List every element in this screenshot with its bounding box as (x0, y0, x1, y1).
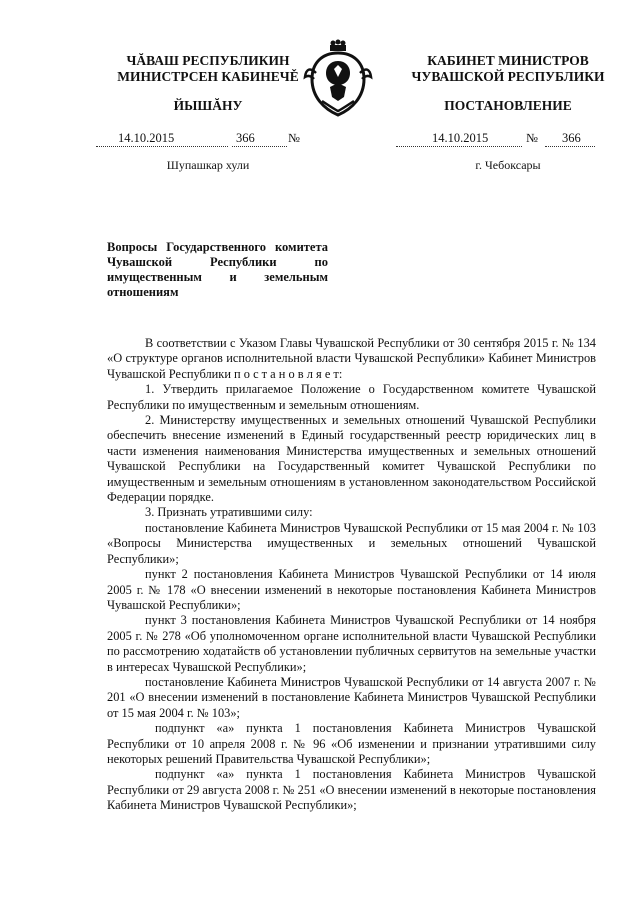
body-item-3: 3. Признать утратившими силу: (145, 505, 313, 520)
right-number-sign: № (526, 131, 538, 145)
left-place: Шупашкар хули (166, 158, 250, 172)
left-header-title (96, 53, 320, 85)
body-repeal-2: пункт 2 постановления Кабинета Министров Чувашской Республики от 14 июля 2005 г. № 178 «О внесении изменений в некоторые постановления Кабинета Министров Чувашской Республики»; (107, 567, 596, 612)
right-place: г. Чебоксары (475, 158, 541, 172)
right-date-rule (396, 146, 522, 147)
right-header-line2: ЧУВАШСКОЙ РЕСПУБЛИКИ (411, 69, 605, 84)
left-date (118, 131, 174, 146)
right-number-value: 366 (562, 131, 581, 145)
left-number (236, 131, 255, 146)
left-date-rule (96, 146, 228, 147)
left-header-line2: МИНИСТРСЕН КАБИНЕЧĚ (117, 69, 299, 84)
left-number-rule (232, 146, 287, 147)
left-number-sign: № (288, 131, 300, 145)
document-subject: Вопросы Государственного комитета Чувашской Республики по имущественным и земельным отношениям (107, 240, 328, 299)
body-intro: В соответствии с Указом Главы Чувашской Республики от 30 сентября 2015 г. № 134 «О структуре органов исполнительной власти Чувашской Республики» Кабинет Министров Чувашской Республики п о с т а н о в л я е т: (107, 336, 596, 381)
document-body (107, 336, 596, 814)
left-number-value: 366 (236, 131, 255, 145)
right-header-title (392, 53, 624, 85)
left-doc-type: ЙЫШĂНУ (173, 98, 243, 113)
body-item-2: 2. Министерству имущественных и земельных отношений Чувашской Республики обеспечить внесение изменений в Единый государственный реестр юридических лиц в части изменения наименования Министерства имущественных и земельных отношений Чувашской Республики на Государственный комитет Чувашской Республики по имущественным и земельным отношениям в установленном законодательством Российской Федерации порядке. (107, 413, 596, 505)
left-header-line1: ЧĂВАШ РЕСПУБЛИКИН (126, 53, 290, 68)
body-repeal-6: подпункт «а» пункта 1 постановления Кабинета Министров Чувашской Республики от 29 августа 2008 г. № 251 «О внесении изменений в некоторые постановления Кабинета Министров Чувашской Республики»; (107, 767, 596, 813)
coat-of-arms-emblem (300, 39, 376, 119)
body-repeal-3: пункт 3 постановления Кабинета Министров Чувашской Республики от 14 ноября 2005 г. № 278 «Об уполномоченном органе исполнительной власти Чувашской Республики по рассмотрению ходатайств об установлении публичных сервитутов на земельные участки в интересах Чувашской Республики»; (107, 613, 596, 674)
body-repeal-1: постановление Кабинета Министров Чувашской Республики от 15 мая 2004 г. № 103 «Вопросы Министерства имущественных и земельных отношений Чувашской Республики»; (107, 520, 596, 566)
right-doc-type: ПОСТАНОВЛЕНИЕ (444, 98, 572, 113)
right-date-value: 14.10.2015 (432, 131, 489, 145)
right-number-rule (545, 146, 595, 147)
left-date-value: 14.10.2015 (118, 131, 175, 145)
right-number (562, 131, 581, 146)
right-date (432, 131, 488, 146)
emblem-icon (300, 39, 376, 119)
right-header-line1: КАБИНЕТ МИНИСТРОВ (427, 53, 589, 68)
body-repeal-5: подпункт «а» пункта 1 постановления Кабинета Министров Чувашской Республики от 10 апреля 2008 г. № 96 «Об изменении и признании утратившими силу некоторых решений Правительства Чувашской Республики»; (107, 721, 596, 766)
body-repeal-4: постановление Кабинета Министров Чувашской Республики от 14 августа 2007 г. № 201 «О внесении изменений в постановление Кабинета Министров Чувашской Республики от 15 мая 2004 г. № 103»; (107, 674, 596, 720)
body-item-1: 1. Утвердить прилагаемое Положение о Государственном комитете Чувашской Республики по имущественным и земельным отношениям. (107, 382, 596, 412)
